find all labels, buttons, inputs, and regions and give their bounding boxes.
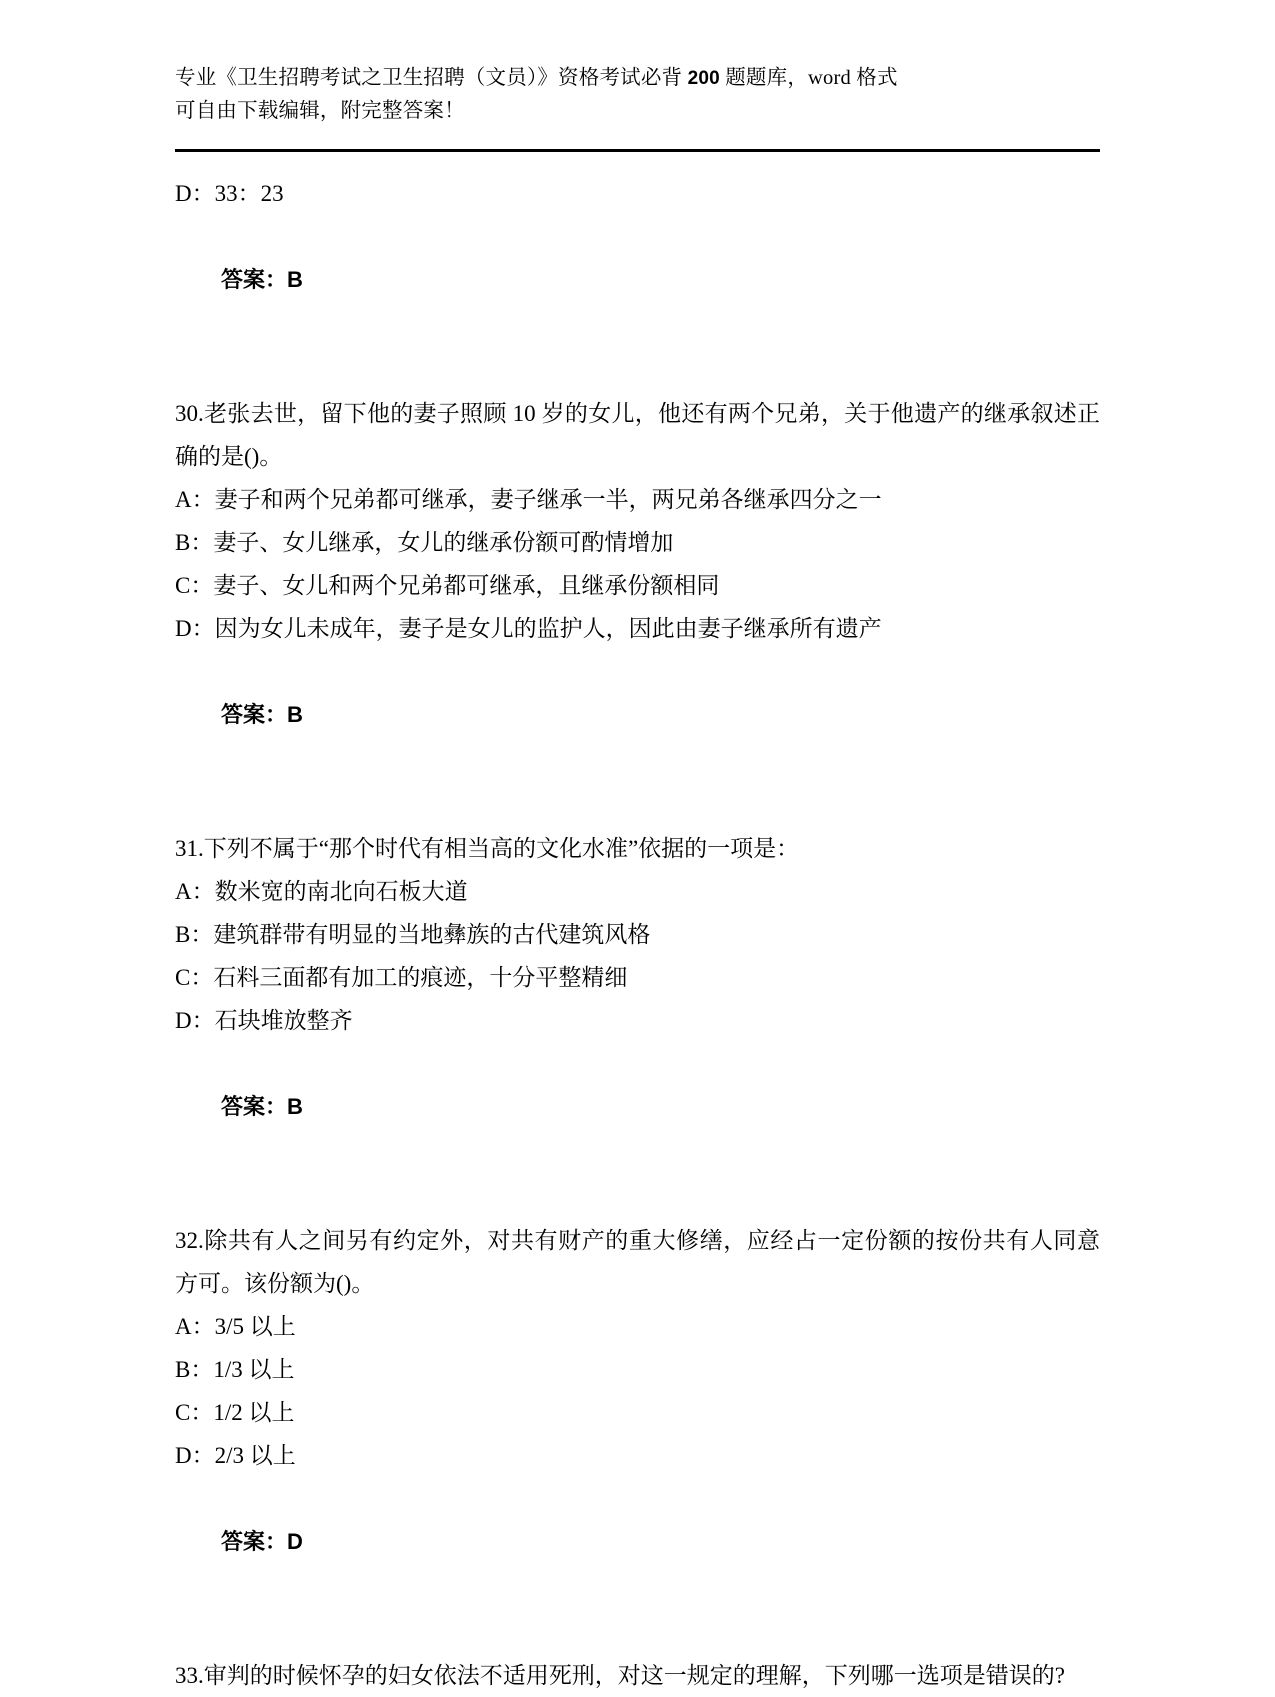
question-number: 30. — [175, 401, 204, 426]
question-number: 33. — [175, 1663, 204, 1688]
block-spacer — [175, 344, 1100, 392]
question-answer — [175, 650, 1100, 779]
header-text-part2: 题题库，word 格式 — [719, 67, 898, 89]
question-text: 审判的时候怀孕的妇女依法不适用死刑，对这一规定的理解，下列哪一选项是错误的? — [203, 1663, 1065, 1688]
option-d: D：石块堆放整齐 — [175, 1008, 353, 1033]
question-answer — [175, 1477, 1100, 1606]
answer-value: B — [287, 1094, 303, 1119]
option-c: C：1/2 以上 — [175, 1400, 295, 1425]
option-c: C：妻子、女儿和两个兄弟都可继承，且继承份额相同 — [175, 573, 720, 598]
question-text: 老张去世，留下他的妻子照顾 10 岁的女儿，他还有两个兄弟，关于他遗产的继承叙述正确的是()。 — [175, 401, 1100, 469]
question-answer — [175, 1042, 1100, 1171]
option-a: A：数米宽的南北向石板大道 — [175, 879, 468, 904]
answer-label: 答案： — [221, 1529, 288, 1554]
question-stem — [175, 392, 1100, 478]
option-b: B：妻子、女儿继承，女儿的继承份额可酌情增加 — [175, 530, 674, 555]
answer-label: 答案： — [221, 267, 288, 292]
option-a: A：妻子和两个兄弟都可继承，妻子继承一半，两兄弟各继承四分之一 — [175, 487, 882, 512]
answer-value: D — [287, 1529, 303, 1554]
option-c: C：石料三面都有加工的痕迹，十分平整精细 — [175, 965, 628, 990]
question-number: 31. — [175, 836, 204, 861]
option-a: A：3/5 以上 — [175, 1314, 296, 1339]
question-stem — [175, 1219, 1100, 1305]
option-b: B：1/3 以上 — [175, 1357, 295, 1382]
answer-label: 答案： — [221, 702, 288, 727]
question-32 — [175, 1219, 1100, 1606]
header-text-part1: 专业《卫生招聘考试之卫生招聘（文员）》资格考试必背 — [175, 67, 688, 89]
block-spacer — [175, 1606, 1100, 1654]
question-stem — [175, 827, 1100, 870]
question-33 — [175, 1654, 1100, 1697]
answer-value: B — [287, 267, 303, 292]
document-body — [175, 172, 1100, 1697]
question-text: 下列不属于“那个时代有相当高的文化水准”依据的一项是： — [203, 836, 800, 861]
header-question-count: 200 — [687, 68, 720, 89]
block-spacer — [175, 779, 1100, 827]
carryover-option-d: D：33：23 — [175, 181, 284, 206]
header-divider — [175, 149, 1100, 152]
question-number: 32. — [175, 1228, 204, 1253]
option-d: D：2/3 以上 — [175, 1443, 296, 1468]
answer-value: B — [287, 702, 303, 727]
header-text-line2: 可自由下载编辑，附完整答案！ — [175, 100, 465, 122]
option-b: B：建筑群带有明显的当地彝族的古代建筑风格 — [175, 922, 651, 947]
option-d: D：因为女儿未成年，妻子是女儿的监护人，因此由妻子继承所有遗产 — [175, 616, 882, 641]
block-spacer — [175, 1171, 1100, 1219]
question-stem — [175, 1654, 1100, 1697]
question-text: 除共有人之间另有约定外，对共有财产的重大修缮，应经占一定份额的按份共有人同意方可。该份额为()。 — [175, 1228, 1100, 1296]
question-30 — [175, 392, 1100, 779]
question-31 — [175, 827, 1100, 1171]
answer-label: 答案： — [221, 1094, 288, 1119]
page-header — [175, 62, 1100, 127]
carryover-block — [175, 172, 1100, 344]
carryover-answer — [175, 215, 1100, 344]
